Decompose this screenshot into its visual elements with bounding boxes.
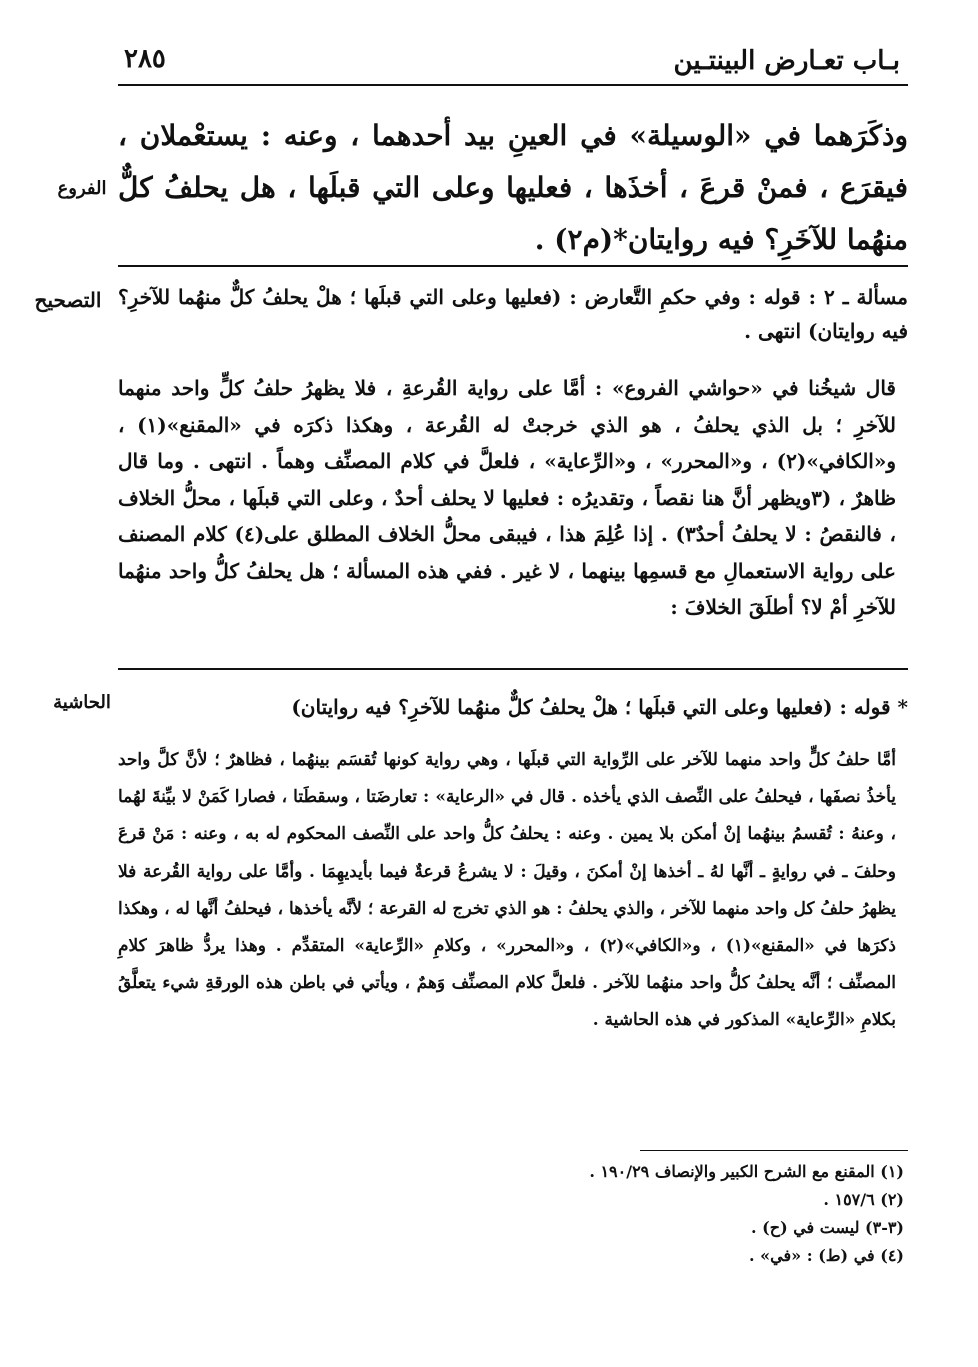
page-header (118, 44, 908, 86)
footnotes (204, 1158, 904, 1270)
page-number: ٢٨٥ (124, 44, 166, 74)
side-label-tashih: التصحيح (34, 288, 102, 312)
issue-label: مسألة ـ ٢ : (808, 285, 908, 309)
side-label-hashiya: الحاشية (53, 692, 111, 713)
shaykh-paragraph: قال شيخُنا في «حواشي الفروع» : أمَّا على رواية القُرعةِ ، فلا يظهرُ حلفُ كلٍّ واحد منهما للآخرِ ؛ بل الذي يحلفُ ، هو الذي خرجتْ له القُرعة ، وهكذا ذكرَه في «المقنع»(١) ، و«الكافي»(٢) ، و«المحرر» ، و«الرِّعاية» ، فلعلَّ في كلام المصنِّف وهماً . انتهى . وما قال ظاهرٌ ، (٣ويظهر أنَّ هنا نقصاً ، وتقديرُه : فعليها لا يحلف أحدٌ ، وعلى التي قبلَها ، محلُّ الخلاف ، فالنقصُ : لا يحلفُ أحدٌ٣) . إذا عُلِمَ هذا ، فيبقى محلُّ الخلاف المطلق على(٤) كلام المصنف على رواية الاستعمالِ مع قسمِها بينهما ، لا غير . ففي هذه المسألة ؛ هل يحلفُ كلُّ واحد منهُما للآخرِ أمْ لا؟ أطلَقَ الخلافَ : (118, 376, 897, 619)
hashiya-heading: * قوله : (فعليها وعلى التي قبلَها ؛ هلْ يحلفُ كلٌّ منهُما للآخرِ؟ فيه روايتان) (291, 695, 908, 719)
footnote-divider (640, 1150, 908, 1151)
footnote: (٢) ١٥٧/٦ . (823, 1190, 904, 1209)
footnote: (١) المقنع مع الشرح الكبير والإنصاف ١٩٠/٢٩ . (589, 1162, 904, 1181)
side-label-furu: الفروع (57, 178, 107, 199)
footnote: (٤) في (ط) : «في» . (749, 1246, 904, 1265)
tashih-paragraph (118, 280, 908, 348)
divider-line (118, 265, 908, 267)
footnote: (٣-٣) ليست في (ح) . (751, 1218, 904, 1237)
chapter-title: بـاب تعـارض البينتـين (673, 46, 900, 76)
hashiya-paragraph: أمَّا حلفُ كلٍّ واحد منهما للآخر على الرِّواية التي قبلَها ، وهي رواية كونها تُقسَم بينهُما ، فظاهرٌ ؛ لأنَّ كلَّ واحد يأخذُ نصفَها ، فيحلفُ على النِّصف الذي يأخذه . قال في «الرعاية» : تعارضَتا ، وسقطَتا ، فصارا كَمَنْ لا بيِّنةَ لهُما ، وعنهُ : تُقسمُ بينهُما إنْ أمكن بلا يمين . وعنه : يحلفُ كلُّ واحد على النِّصف المحكوم له به ، وعنه : مَنْ قرعَ وحلفَ ـ في روايةٍ ـ أنَّها لهُ ـ أخذها إنْ أمكنَ ، وقيلَ : لا يشرعُ قرعةٌ فيما بأيديهِمَا . وأمَّا على رواية القُرعة فلا يظهرُ حلفُ كل واحد منهما للآخر ، والذي يحلفُ : هو الذي تخرج له القرعة ؛ لأنَّه يأخذها ، فيحلفُ أنَّها له ، وهكذا ذكرَها في «المقنع»(١) ، و«الكافي»(٢) ، و«المحرر» ، وكلامِ «الرِّعاية» المتقدِّم . وهذا يردُّ ظاهرَ كلامِ المصنِّف ؛ أنَّه يحلفُ كلُّ واحد منهُما للآخر . فلعلَّ كلام المصنِّف وَهمٌ ، ويأتي في باطن هذه الورقةِ شيء يتعلَّقُ بكلامِ «الرِّعاية» المذكور في هذه الحاشية . (118, 750, 897, 1031)
tashih-text: قوله : وفي حكمِ التَّعارض : (فعليها وعلى التي قبلَها ؛ هلْ يحلفُ كلٌّ منهُما للآخرِ؟ فيه روايتان) انتهى . (118, 285, 908, 343)
main-text-furu: وذكَرَهما في «الوسيلة» في العينِ بيد أحدهما ، وعنه : يستعْملان ، فيقرَع ، فمنْ قرعَ ، أخذَها ، فعليها وعلى التي قبلَها ، هل يحلفُ كلٌّ منهُما للآخَرِ؟ فيه روايتان*(م٢) . (118, 119, 908, 256)
divider-line (118, 668, 908, 670)
